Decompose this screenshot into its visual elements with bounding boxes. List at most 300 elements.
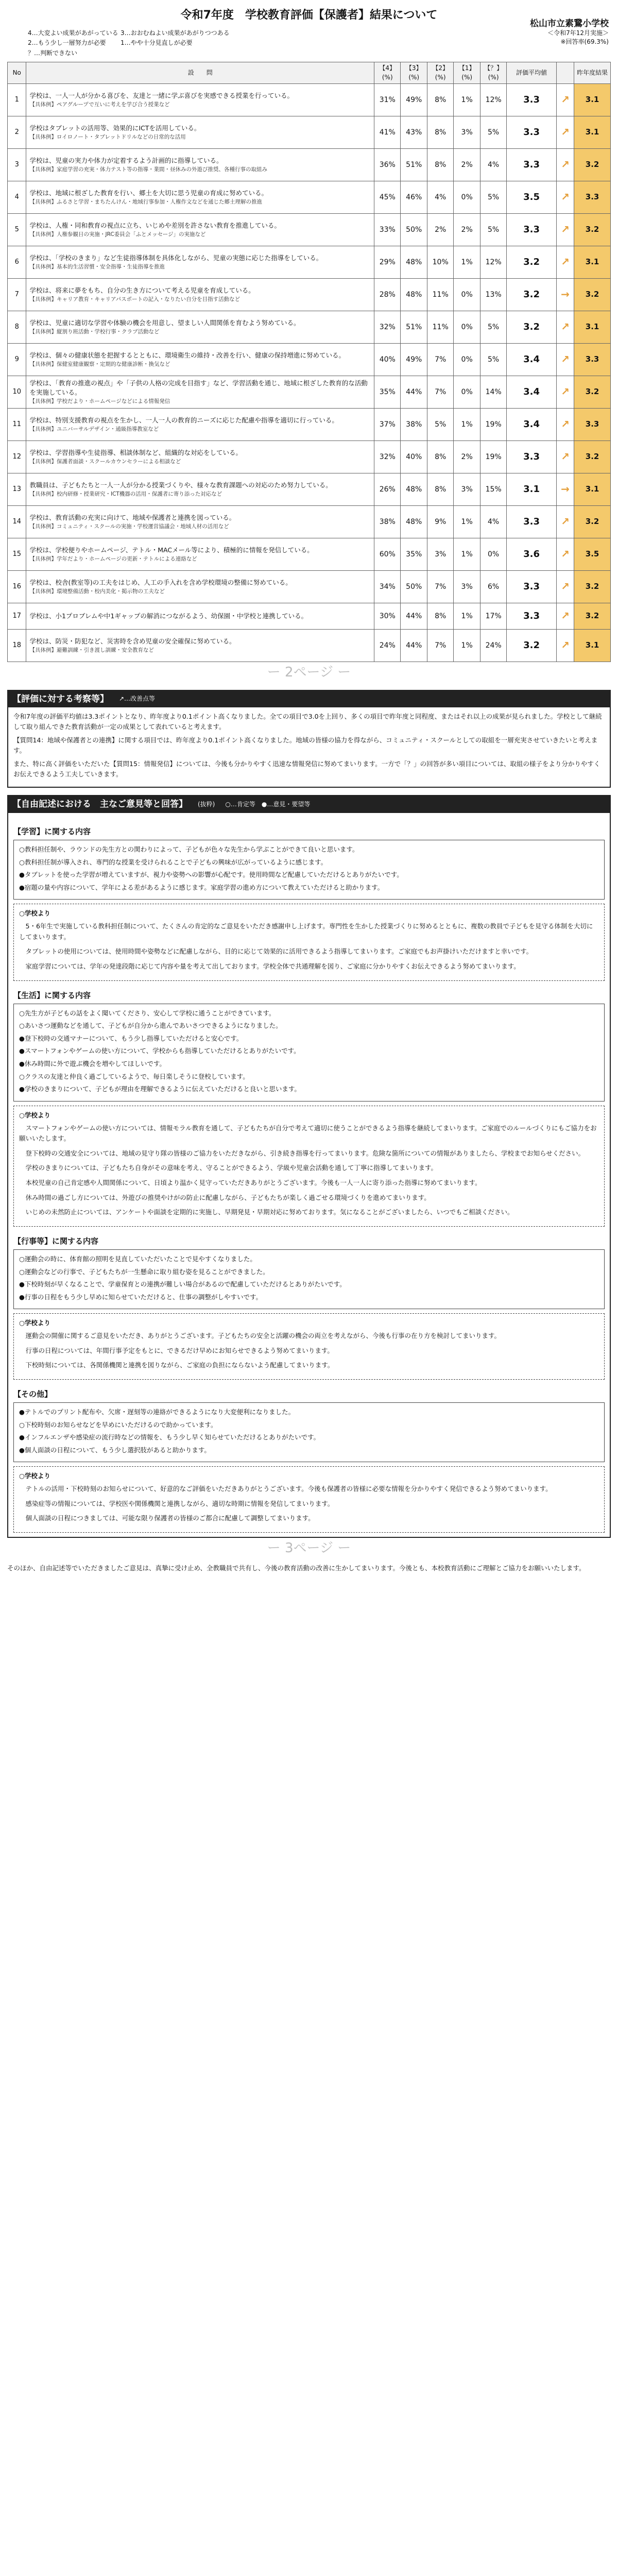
col-header: 評価平均値: [507, 62, 557, 84]
trend-arrow-icon: ↗: [561, 256, 570, 268]
pct-1: 3%: [454, 570, 480, 603]
legend-item: 3…おおむねよい成果があがりつつある: [121, 29, 230, 37]
col-header: 【3】(%): [401, 62, 427, 84]
reply-paragraph: 下校時刻については、各関係機関と連携を図りながら、ご家庭の負担にならないよう配慮してまいります。: [25, 1361, 334, 1369]
pct-4: 36%: [374, 148, 401, 181]
row-number: 2: [8, 116, 26, 148]
pct-3: 48%: [401, 505, 427, 538]
reply-paragraph: 運動会の開催に関するご意見をいただき、ありがとうございます。子どもたちの安全と活躍の機会の両立を考えながら、今後も行事の在り方を検討してまいります。: [25, 1332, 501, 1340]
comment-list: [13, 1004, 605, 1101]
pct-3: 51%: [401, 148, 427, 181]
pct-3: 44%: [401, 629, 427, 662]
trend-arrow-icon: ↗: [561, 580, 570, 593]
trend-arrow-icon: ↗: [561, 223, 570, 236]
trend-arrow-icon: ↗: [561, 548, 570, 561]
trend-arrow-icon: ↗: [561, 450, 570, 463]
row-number: 10: [8, 376, 26, 408]
trend-cell: [556, 538, 574, 570]
table-row: [8, 116, 611, 148]
comment-item: ●個人面談の日程について、もう少し選択肢があると助かります。: [19, 1446, 211, 1454]
trend-cell: [556, 629, 574, 662]
table-row: [8, 629, 611, 662]
comment-item: ●学校のきまりについて、子どもが理由を理解できるように伝えていただけると良いと思います。: [19, 1085, 301, 1093]
pct-4: 38%: [374, 505, 401, 538]
pct-unknown: 12%: [480, 83, 506, 116]
reply-paragraph: 5・6年生で実施している教科担任制について、たくさんの肯定的なご意見をいただき感謝申し上げます。専門性を生かした授業づくりに努めるとともに、複数の教員で子どもを見守る体制を大切にしてまいります。: [19, 922, 593, 941]
question-example: 【具体例】避難訓練・引き渡し訓練・安全教育など: [29, 647, 154, 653]
table-row: [8, 213, 611, 246]
pct-2: 7%: [427, 343, 453, 376]
free-comment-body: [8, 813, 610, 1537]
table-row: [8, 83, 611, 116]
pct-unknown: 19%: [480, 408, 506, 440]
row-number: 5: [8, 213, 26, 246]
pct-2: 7%: [427, 570, 453, 603]
comment-item: ○クラスの友達と仲良く過ごしているようで、毎日楽しそうに登校しています。: [19, 1072, 249, 1080]
pct-2: 8%: [427, 83, 453, 116]
reply-paragraph: 家庭学習については、学年の発達段階に応じて内容や量を考えて出しております。学校全体で共通理解を図り、ご家庭に分かりやすくお伝えできるよう努めてまいります。: [25, 962, 520, 970]
row-number: 13: [8, 473, 26, 505]
question-cell: [26, 213, 374, 246]
reply-paragraph: いじめの未然防止については、アンケートや面談を定期的に実施し、早期発見・早期対応に努めております。気になることがございましたら、いつでもご相談ください。: [25, 1208, 514, 1216]
question-example: 【具体例】保護者面談・スクールカウンセラーによる相談など: [29, 458, 181, 465]
previous-year-value: 3.1: [574, 629, 611, 662]
average-value: 3.2: [507, 278, 557, 311]
legend-item: 1…やや十分見直しが必要: [121, 39, 193, 47]
question-text: 学校は、将来に夢をもち、自分の生き方について考える児童を育成している。: [29, 286, 255, 295]
question-example: 【具体例】人権参観日の実施・JRC委員会「ふとメッセージ」の実施など: [29, 231, 206, 238]
pct-2: 3%: [427, 538, 453, 570]
reply-paragraph: 本校児童の自己肯定感や人間関係について、日頃より温かく見守っていただきありがとうございます。今後も一人一人に寄り添った指導に努めてまいります。: [25, 1179, 482, 1187]
comment-item: ○教科担任制や、ラウンドの先生方との関わりによって、子どもが色々な先生から学ぶことができて良いと思います。: [19, 845, 359, 853]
pct-2: 8%: [427, 603, 453, 629]
survey-date: ＜令和7年12月実施＞: [547, 29, 609, 37]
question-cell: [26, 473, 374, 505]
reply-paragraph: 登下校時の交通安全については、地域の見守り隊の皆様のご協力をいただきながら、引き続き指導を行ってまいります。危険な箇所についての情報がありましたら、学校までお知らせください。: [25, 1149, 585, 1157]
trend-arrow-icon: →: [561, 288, 570, 301]
table-row: [8, 148, 611, 181]
comment-category: [13, 825, 605, 981]
pct-4: 45%: [374, 181, 401, 213]
trend-cell: [556, 213, 574, 246]
table-row: [8, 278, 611, 311]
survey-table: [7, 62, 611, 662]
pct-unknown: 19%: [480, 440, 506, 473]
survey-meta: [547, 29, 611, 58]
evaluation-title: 【評価に対する考察等】: [12, 693, 109, 704]
col-header: 昨年度結果: [574, 62, 611, 84]
average-value: 3.3: [507, 570, 557, 603]
pct-2: 10%: [427, 246, 453, 278]
pct-4: 29%: [374, 246, 401, 278]
question-example: 【具体例】ペアグループで互いに考えを学び合う授業など: [29, 101, 170, 108]
question-text: 学校は、校舎(教室等)の工夫をはじめ、人工の手入れを含め学校環境の整備に努めている。: [29, 579, 292, 587]
previous-year-value: 3.1: [574, 311, 611, 343]
question-text: 教職員は、子どもたちと一人一人が分かる授業づくりや、様々な教育課題への対応のため努力している。: [29, 481, 332, 489]
previous-year-value: 3.5: [574, 538, 611, 570]
trend-cell: [556, 278, 574, 311]
school-reply: [13, 1106, 605, 1227]
pct-3: 40%: [401, 440, 427, 473]
comment-item: ●行事の日程をもう少し早めに知らせていただけると、仕事の調整がしやすいです。: [19, 1293, 263, 1301]
table-row: [8, 181, 611, 213]
pct-4: 41%: [374, 116, 401, 148]
legend-item: ？…判断できない: [28, 49, 78, 57]
trend-cell: [556, 311, 574, 343]
trend-cell: [556, 148, 574, 181]
pct-unknown: 6%: [480, 570, 506, 603]
pct-unknown: 24%: [480, 629, 506, 662]
pct-unknown: 5%: [480, 343, 506, 376]
question-example: 【具体例】学校だより・ホームページなどによる情報発信: [29, 398, 170, 404]
pct-unknown: 17%: [480, 603, 506, 629]
question-cell: [26, 505, 374, 538]
page-marker: ー 2ページ ー: [267, 664, 351, 680]
pct-4: 24%: [374, 629, 401, 662]
question-example: 【具体例】校内研修・授業研究・ICT機器の活用・保護者に寄り添った対応など: [29, 490, 222, 497]
question-cell: [26, 440, 374, 473]
question-text: 学校は、人権・同和教育の視点に立ち、いじめや差別を許さない教育を推進している。: [29, 222, 281, 230]
question-text: 学校は、児童の実力や体力が定着するよう計画的に指導している。: [29, 157, 223, 165]
footer-note: そのほか、自由記述等でいただきましたご意見は、真摯に受け止め、全教職員で共有し、今後の教育活動の改善に生かしてまいります。今後とも、本校教育活動にご理解とご協力をお願いいたします。: [7, 1564, 586, 1572]
table-row: [8, 505, 611, 538]
pct-2: 8%: [427, 440, 453, 473]
average-value: 3.3: [507, 603, 557, 629]
row-number: 1: [8, 83, 26, 116]
pct-3: 49%: [401, 343, 427, 376]
question-cell: [26, 83, 374, 116]
comment-item: ●下校時刻が早くなることで、学童保育との連携が難しい場合があるので配慮していただけるとありがたいです。: [19, 1280, 346, 1289]
question-cell: [26, 148, 374, 181]
average-value: 3.2: [507, 311, 557, 343]
previous-year-value: 3.2: [574, 278, 611, 311]
table-row: [8, 473, 611, 505]
question-cell: [26, 408, 374, 440]
question-example: 【具体例】縦割り班活動・学校行事・クラブ活動など: [29, 328, 160, 335]
question-example: 【具体例】基本的生活習慣・安全指導・生徒指導を推進: [29, 263, 165, 270]
trend-arrow-icon: ↗: [561, 191, 570, 204]
question-text: 学校は、学校便りやホームページ、テトル・MACメール等により、積極的に情報を発信している。: [29, 546, 314, 554]
pct-1: 2%: [454, 148, 480, 181]
average-value: 3.6: [507, 538, 557, 570]
pct-1: 0%: [454, 181, 480, 213]
survey-body: [8, 83, 611, 662]
pct-unknown: 13%: [480, 278, 506, 311]
trend-arrow-icon: →: [561, 483, 570, 496]
pct-4: 33%: [374, 213, 401, 246]
pct-1: 1%: [454, 603, 480, 629]
header: [7, 5, 611, 29]
row-number: 9: [8, 343, 26, 376]
page: [7, 5, 611, 1573]
average-value: 3.3: [507, 440, 557, 473]
pct-1: 1%: [454, 408, 480, 440]
rating-legend: [28, 29, 244, 58]
table-row: [8, 311, 611, 343]
table-row: [8, 603, 611, 629]
reply-paragraph: スマートフォンやゲームの使い方については、情報モラル教育を通して、子どもたちが自分で考えて適切に使うことができるよう指導を継続してまいります。ご家庭でのルールづくりにもご協力をお願いいたします。: [19, 1124, 597, 1143]
legend-item: 2…もう少し一層努力が必要: [28, 39, 106, 47]
page-marker: ー 3ページ ー: [267, 1540, 351, 1556]
free-comment-legend: ○…肯定等 ●…意見・要望等: [225, 800, 311, 808]
average-value: 3.3: [507, 148, 557, 181]
pct-1: 0%: [454, 278, 480, 311]
pct-unknown: 5%: [480, 213, 506, 246]
pct-1: 1%: [454, 629, 480, 662]
free-comment-title-bar: [8, 796, 610, 813]
school-reply: [13, 904, 605, 980]
trend-arrow-icon: ↗: [561, 385, 570, 398]
trend-arrow-icon: ↗: [561, 353, 570, 366]
trend-cell: [556, 603, 574, 629]
pct-1: 2%: [454, 213, 480, 246]
question-cell: [26, 538, 374, 570]
pct-3: 48%: [401, 278, 427, 311]
table-row: [8, 538, 611, 570]
question-cell: [26, 376, 374, 408]
pct-3: 51%: [401, 311, 427, 343]
comment-category: [13, 989, 605, 1227]
pct-unknown: 12%: [480, 246, 506, 278]
question-cell: [26, 343, 374, 376]
reply-heading: ○学校より: [19, 909, 50, 918]
comment-item: ○運動会などの行事で、子どもたちが一生懸命に取り組む姿を見ることができました。: [19, 1267, 269, 1276]
comment-list: [13, 840, 605, 900]
meta-row: [7, 29, 611, 58]
evaluation-paragraph: また、特に高く評価をいただいた【質問15：情報発信】については、今後も分かりやすく迅速な情報発信に努めてまいります。一方で「？」の回答が多い項目については、取組の様子をより分かりやすくお伝えできるよう工夫していきます。: [13, 760, 600, 778]
average-value: 3.2: [507, 629, 557, 662]
trend-arrow-icon: ↗: [561, 609, 570, 622]
question-text: 学校は、学習指導や生徒指導、相談体制など、組織的な対応をしている。: [29, 449, 242, 457]
pct-4: 30%: [374, 603, 401, 629]
pct-2: 2%: [427, 213, 453, 246]
question-cell: [26, 603, 374, 629]
question-cell: [26, 311, 374, 343]
question-example: 【具体例】ロイロノート・タブレットドリルなどの日常的な活用: [29, 133, 186, 140]
table-row: [8, 408, 611, 440]
previous-year-value: 3.2: [574, 213, 611, 246]
row-number: 16: [8, 570, 26, 603]
school-reply: [13, 1313, 605, 1380]
comment-item: ○運動会の時に、体育館の照明を見直していただいたことで見やすくなりました。: [19, 1255, 256, 1263]
comment-item: ●休み時間に外で遊ぶ機会を増やしてほしいです。: [19, 1060, 166, 1068]
question-cell: [26, 570, 374, 603]
pct-4: 40%: [374, 343, 401, 376]
pct-3: 48%: [401, 473, 427, 505]
trend-cell: [556, 83, 574, 116]
previous-year-value: 3.1: [574, 116, 611, 148]
table-row: [8, 343, 611, 376]
pct-3: 44%: [401, 603, 427, 629]
average-value: 3.3: [507, 83, 557, 116]
pct-3: 46%: [401, 181, 427, 213]
col-header: 【2】(%): [427, 62, 453, 84]
row-number: 4: [8, 181, 26, 213]
pct-unknown: 0%: [480, 538, 506, 570]
col-header: 【4】(%): [374, 62, 401, 84]
question-cell: [26, 278, 374, 311]
pct-2: 8%: [427, 148, 453, 181]
reply-heading: ○学校より: [19, 1472, 50, 1480]
category-title: 【行事等】に関する内容: [13, 1236, 99, 1246]
reply-paragraph: 休み時間の過ごし方については、外遊びの推奨やけがの防止に配慮しながら、子どもたちが楽しく過ごせる環境づくりを進めてまいります。: [25, 1193, 431, 1201]
table-row: [8, 376, 611, 408]
trend-cell: [556, 343, 574, 376]
pct-2: 7%: [427, 629, 453, 662]
trend-arrow-icon: ↗: [561, 515, 570, 528]
free-comment-title: 【自由記述における 主なご意見等と回答】: [12, 799, 187, 810]
trend-cell: [556, 116, 574, 148]
previous-year-value: 3.1: [574, 83, 611, 116]
col-header: No: [8, 62, 26, 84]
row-number: 17: [8, 603, 26, 629]
pct-4: 31%: [374, 83, 401, 116]
evaluation-section: [7, 690, 611, 788]
question-example: 【具体例】環境整備活動・校内美化・掲示物の工夫など: [29, 588, 165, 595]
pct-3: 44%: [401, 376, 427, 408]
question-text: 学校は、個々の健康状態を把握するとともに、環境衛生の維持・改善を行い、健康の保持増進に努めている。: [29, 351, 345, 360]
question-text: 学校は、防災・防犯など、災害時を含め児童の安全確保に努めている。: [29, 637, 236, 646]
previous-year-value: 3.1: [574, 473, 611, 505]
pct-unknown: 4%: [480, 505, 506, 538]
trend-cell: [556, 376, 574, 408]
pct-3: 43%: [401, 116, 427, 148]
pct-1: 2%: [454, 440, 480, 473]
question-text: 学校は、児童に適切な学習や体験の機会を用意し、望ましい人間関係を育むよう努めている。: [29, 319, 300, 327]
average-value: 3.4: [507, 408, 557, 440]
trend-cell: [556, 246, 574, 278]
pct-2: 8%: [427, 116, 453, 148]
col-header: [556, 62, 574, 84]
response-rate: ※回答率(69.3%): [560, 38, 609, 46]
trend-arrow-icon: ↗: [561, 93, 570, 106]
question-text: 学校は、教育活動の充実に向けて、地域や保護者と連携を図っている。: [29, 514, 236, 522]
question-text: 学校は、地域に根ざした教育を行い、郷土を大切に思う児童の育成に努めている。: [29, 189, 268, 197]
pct-1: 3%: [454, 116, 480, 148]
pct-2: 9%: [427, 505, 453, 538]
pct-4: 32%: [374, 440, 401, 473]
previous-year-value: 3.3: [574, 181, 611, 213]
comment-item: ●インフルエンザや感染症の流行時などの情報を、もう少し早く知らせていただけるとありがたいです。: [19, 1433, 320, 1442]
comment-item: ○下校時刻のお知らせなどを早めにいただけるので助かっています。: [19, 1420, 217, 1429]
average-value: 3.5: [507, 181, 557, 213]
category-title: 【生活】に関する内容: [13, 990, 91, 1000]
pct-3: 38%: [401, 408, 427, 440]
row-number: 7: [8, 278, 26, 311]
average-value: 3.2: [507, 246, 557, 278]
comment-item: ○あいさつ運動などを通して、子どもが自分から進んであいさつできるようになりました。: [19, 1022, 282, 1030]
category-title: 【学習】に関する内容: [13, 826, 91, 836]
trend-arrow-icon: ↗: [561, 418, 570, 431]
comment-item: ●宿題の量や内容について、学年による差があるように感じます。家庭学習の進め方について教えていただけると助かります。: [19, 883, 384, 891]
category-title: 【その他】: [13, 1389, 53, 1399]
pct-1: 0%: [454, 343, 480, 376]
comment-item: ○教科担任制が導入され、専門的な授業を受けられることで子どもの興味が広がっているように感じます。: [19, 858, 328, 866]
pct-unknown: 15%: [480, 473, 506, 505]
reply-paragraph: テトルの活用・下校時刻のお知らせについて、好意的なご評価をいただきありがとうございます。今後も保護者の皆様に必要な情報を分かりやすく発信できるよう努めてまいります。: [25, 1485, 552, 1493]
evaluation-paragraph: 【質問14：地域や保護者との連携】に関する項目では、昨年度より0.1ポイント高くなりました。地域の皆様の協力を得ながら、コミュニティ・スクールとしての取組を一層充実させていきたいと考えます。: [13, 736, 598, 755]
evaluation-body: [8, 707, 610, 787]
question-example: 【具体例】ふるさと学習・まちたんけん・地域行事参加・人権作文などを通じた郷土理解の推進: [29, 198, 262, 205]
question-example: 【具体例】学年だより・ホームページの更新・テトルによる連絡など: [29, 555, 197, 562]
pct-1: 3%: [454, 473, 480, 505]
question-cell: [26, 629, 374, 662]
pct-unknown: 5%: [480, 116, 506, 148]
previous-year-value: 3.2: [574, 376, 611, 408]
row-number: 8: [8, 311, 26, 343]
average-value: 3.3: [507, 213, 557, 246]
pct-unknown: 5%: [480, 181, 506, 213]
pct-2: 7%: [427, 376, 453, 408]
reply-heading: ○学校より: [19, 1319, 50, 1327]
col-header: 【1】(%): [454, 62, 480, 84]
pct-2: 11%: [427, 278, 453, 311]
reply-paragraph: 行事の日程については、年間行事予定をもとに、できるだけ早めにお知らせできるよう努めてまいります。: [25, 1346, 334, 1354]
pct-3: 49%: [401, 83, 427, 116]
table-row: [8, 570, 611, 603]
row-number: 15: [8, 538, 26, 570]
row-number: 11: [8, 408, 26, 440]
pct-4: 34%: [374, 570, 401, 603]
pct-3: 50%: [401, 213, 427, 246]
previous-year-value: 3.2: [574, 603, 611, 629]
evaluation-title-bar: [8, 691, 610, 708]
col-header: 設 問: [26, 62, 374, 84]
row-number: 3: [8, 148, 26, 181]
question-text: 学校は、「学校のきまり」など生徒指導体制を具体化しながら、児童の実態に応じた指導をしている。: [29, 254, 323, 262]
question-cell: [26, 246, 374, 278]
page-title: 令和7年度 学校教育評価【保護者】結果について: [180, 9, 438, 22]
trend-cell: [556, 570, 574, 603]
previous-year-value: 3.3: [574, 343, 611, 376]
previous-year-value: 3.3: [574, 408, 611, 440]
evaluation-paragraph: 令和7年度の評価平均値は3.3ポイントとなり、昨年度より0.1ポイント高くなりました。全ての項目で3.0を上回り、多くの項目で昨年度と同程度、またはそれ以上の成果が見られました。学校として継続して取り組んできた教育活動が一定の成果として表れていると考えます。: [13, 713, 602, 731]
pct-4: 26%: [374, 473, 401, 505]
school-reply: [13, 1466, 605, 1533]
comment-list: [13, 1402, 605, 1463]
pct-4: 28%: [374, 278, 401, 311]
free-comment-section: [7, 795, 611, 1538]
reply-paragraph: 感染症等の情報については、学校医や関係機関と連携しながら、適切な時期に情報を発信してまいります。: [25, 1499, 334, 1507]
comment-item: ●登下校時の交通マナーについて、もう少し指導していただけると安心です。: [19, 1034, 243, 1042]
comment-item: ●タブレットを使った学習が増えていますが、視力や姿勢への影響が心配です。使用時間など配慮していただけるとありがたいです。: [19, 871, 403, 879]
trend-cell: [556, 473, 574, 505]
comment-item: ○先生方が子どもの話をよく聞いてくださり、安心して学校に通うことができています。: [19, 1009, 276, 1017]
school-name: 松山市立素鵞小学校: [530, 19, 609, 29]
row-number: 6: [8, 246, 26, 278]
question-example: 【具体例】保健室健康観察・定期的な健康診断・換気など: [29, 361, 170, 367]
row-number: 18: [8, 629, 26, 662]
trend-cell: [556, 408, 574, 440]
comment-category: [13, 1388, 605, 1533]
comment-list: [13, 1249, 605, 1310]
comment-category: [13, 1235, 605, 1380]
pct-2: 5%: [427, 408, 453, 440]
pct-unknown: 5%: [480, 311, 506, 343]
pct-3: 48%: [401, 246, 427, 278]
previous-year-value: 3.1: [574, 246, 611, 278]
trend-arrow-icon: ↗: [561, 320, 570, 333]
average-value: 3.1: [507, 473, 557, 505]
pct-2: 11%: [427, 311, 453, 343]
reply-heading: ○学校より: [19, 1111, 50, 1119]
pct-4: 37%: [374, 408, 401, 440]
pct-4: 32%: [374, 311, 401, 343]
average-value: 3.3: [507, 116, 557, 148]
pct-2: 8%: [427, 473, 453, 505]
pct-unknown: 4%: [480, 148, 506, 181]
comment-item: ●スマートフォンやゲームの使い方について、学校からも指導していただけるとありがたいです。: [19, 1047, 300, 1055]
